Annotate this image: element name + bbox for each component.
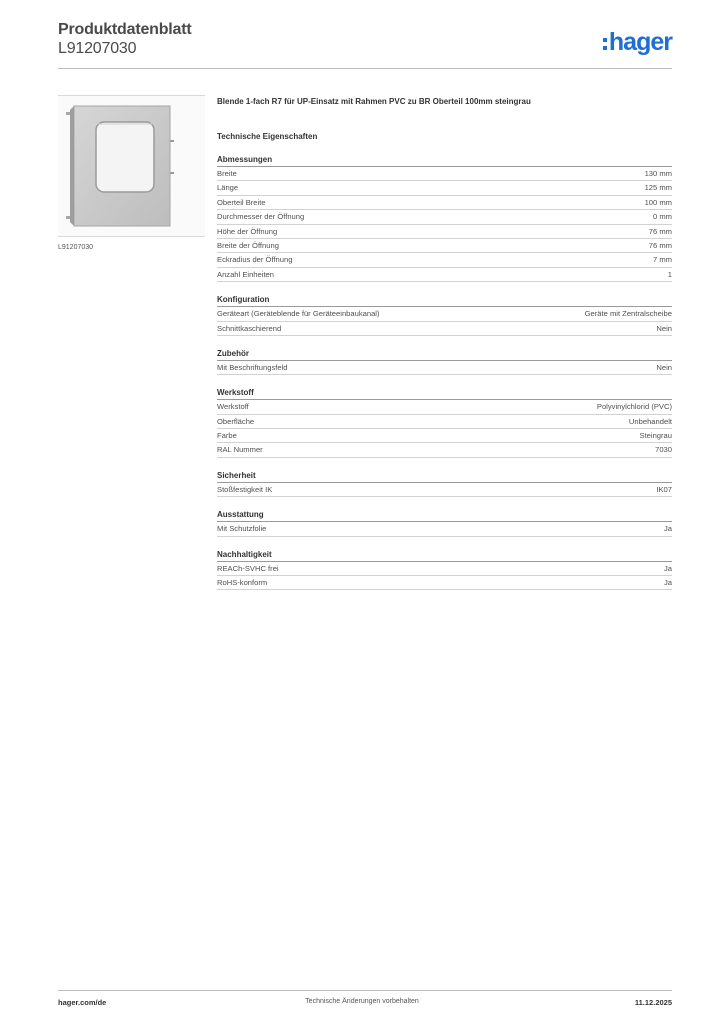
hager-logo xyxy=(603,27,672,57)
section-title: Werkstoff xyxy=(217,386,672,400)
spec-label: Mit Schutzfolie xyxy=(217,524,267,534)
spec-value: Ja xyxy=(663,578,672,588)
spec-row xyxy=(217,181,672,195)
spec-row xyxy=(217,483,672,497)
spec-value: 76 mm xyxy=(648,226,672,236)
footer-disclaimer: Technische Änderungen vorbehalten xyxy=(305,998,419,1005)
section-abmessungen xyxy=(217,153,672,282)
spec-label: Länge xyxy=(217,183,239,193)
spec-value: Steingrau xyxy=(639,431,672,441)
spec-value: Unbehandelt xyxy=(628,416,672,426)
section-werkstoff xyxy=(217,386,672,458)
spec-row xyxy=(217,239,672,253)
spec-value: Nein xyxy=(656,362,672,372)
spec-label: Mit Beschriftungsfeld xyxy=(217,362,288,372)
spec-value: 1 xyxy=(667,269,672,279)
product-number: L91207030 xyxy=(58,40,137,57)
spec-row xyxy=(217,400,672,414)
product-image xyxy=(58,95,205,237)
spec-row xyxy=(217,196,672,210)
spec-value: 0 mm xyxy=(653,212,672,222)
section-title: Nachhaltigkeit xyxy=(217,548,672,562)
spec-label: Durchmesser der Öffnung xyxy=(217,212,305,222)
spec-value: 130 mm xyxy=(644,169,672,178)
footer-divider xyxy=(58,990,672,991)
logo-text: hager xyxy=(608,27,672,56)
spec-row xyxy=(217,268,672,282)
section-ausstattung xyxy=(217,508,672,536)
spec-value: Polyvinylchlorid (PVC) xyxy=(596,402,672,412)
spec-value: 100 mm xyxy=(644,197,672,207)
section-title: Ausstattung xyxy=(217,508,672,522)
spec-label: Stoßfestigkeit IK xyxy=(217,484,273,494)
logo-colon-icon xyxy=(603,38,607,50)
spec-label: Breite xyxy=(217,169,237,178)
spec-row xyxy=(217,562,672,576)
spec-value: 7030 xyxy=(655,445,672,455)
spec-row xyxy=(217,322,672,336)
footer-website-link[interactable]: hager.com/de xyxy=(58,998,107,1007)
document-title: Produktdatenblatt xyxy=(58,21,192,38)
spec-row xyxy=(217,429,672,443)
spec-value: 76 mm xyxy=(648,240,672,250)
spec-row xyxy=(217,225,672,239)
spec-value: Nein xyxy=(656,323,672,333)
spec-label: Oberfläche xyxy=(217,416,255,426)
spec-value: 7 mm xyxy=(653,255,672,265)
spec-row xyxy=(217,415,672,429)
section-title: Zubehör xyxy=(217,347,672,361)
section-title: Abmessungen xyxy=(217,153,672,167)
spec-value: Geräte mit Zentralscheibe xyxy=(584,309,672,319)
spec-value: IK07 xyxy=(656,484,672,494)
spec-row xyxy=(217,522,672,536)
spec-row xyxy=(217,361,672,375)
spec-value: 125 mm xyxy=(644,183,672,193)
spec-row xyxy=(217,253,672,267)
section-sicherheit xyxy=(217,469,672,497)
spec-label: RAL Nummer xyxy=(217,445,263,455)
spec-label: Farbe xyxy=(217,431,237,441)
image-caption: L91207030 xyxy=(58,244,94,251)
spec-value: Ja xyxy=(663,563,672,573)
section-zubehoer xyxy=(217,347,672,375)
spec-label: Breite der Öffnung xyxy=(217,240,279,250)
spec-label: Schnittkaschierend xyxy=(217,323,282,333)
spec-label: REACh-SVHC frei xyxy=(217,563,279,573)
spec-value: Ja xyxy=(663,524,672,534)
spec-row xyxy=(217,443,672,457)
spec-label: Anzahl Einheiten xyxy=(217,269,274,279)
product-content xyxy=(217,95,672,590)
spec-row xyxy=(217,167,672,181)
cover-plate-illustration xyxy=(58,96,205,236)
page-header xyxy=(58,20,672,68)
header-divider xyxy=(58,68,672,69)
spec-row xyxy=(217,210,672,224)
technical-properties-heading: Technische Eigenschaften xyxy=(217,132,318,141)
spec-label: Höhe der Öffnung xyxy=(217,226,278,236)
section-title: Konfiguration xyxy=(217,293,672,307)
spec-label: Werkstoff xyxy=(217,402,249,412)
section-title: Sicherheit xyxy=(217,469,672,483)
section-konfiguration xyxy=(217,293,672,336)
spec-label: RoHS-konform xyxy=(217,578,268,588)
section-nachhaltigkeit xyxy=(217,548,672,591)
spec-label: Geräteart (Geräteblende für Geräteeinbaukanal) xyxy=(217,309,380,319)
product-description: Blende 1-fach R7 für UP-Einsatz mit Rahmen PVC zu BR Oberteil 100mm steingrau xyxy=(217,97,531,106)
footer-date: 11.12.2025 xyxy=(634,998,672,1007)
spec-label: Oberteil Breite xyxy=(217,197,266,207)
spec-label: Eckradius der Öffnung xyxy=(217,255,293,265)
spec-row xyxy=(217,307,672,321)
spec-row xyxy=(217,576,672,590)
